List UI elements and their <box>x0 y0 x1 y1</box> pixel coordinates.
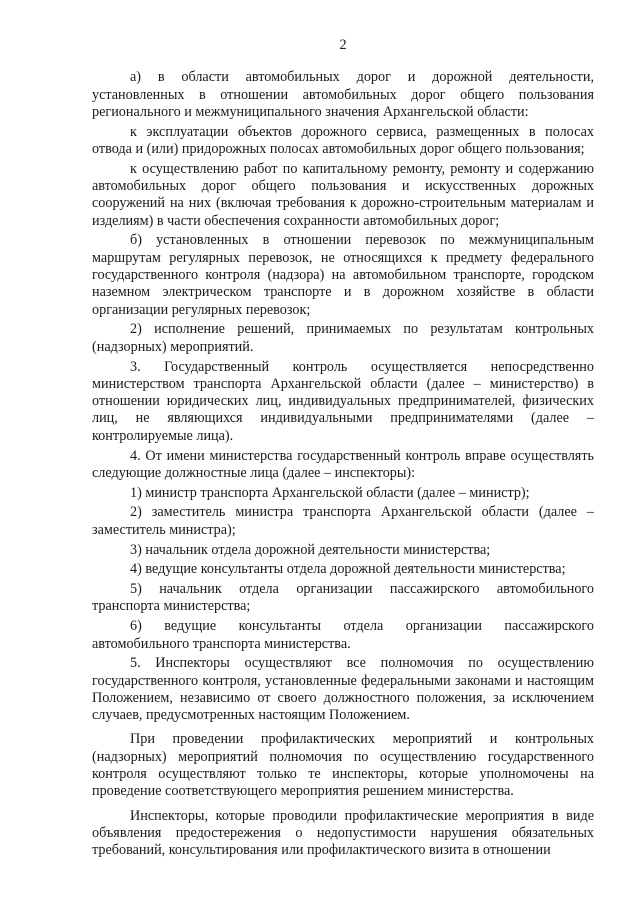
paragraph-item-5: 5. Инспекторы осуществляют все полномочия по осуществлению государственного контроля, установленные федеральными законами и настоящим Положением, независимо от своего должностного положения, за исключением случаев, предусмотренных настоящим Положением. <box>92 655 594 724</box>
paragraph-road-service: к эксплуатации объектов дорожного сервиса, размещенных в полосах отвода и (или) придорожных полосах автомобильных дорог общего пользования; <box>92 123 594 157</box>
list-item-minister: 1) министр транспорта Архангельской области (далее – министр); <box>130 484 530 501</box>
paragraph-decisions: 2) исполнение решений, принимаемых по результатам контрольных (надзорных) мероприятий. <box>92 321 594 355</box>
paragraph-item-4: 4. От имени министерства государственный контроль вправе осуществлять следующие должностные лица (далее – инспекторы): <box>92 447 594 481</box>
paragraph-item-3: 3. Государственный контроль осуществляется непосредственно министерством транспорта Архангельской области (далее – министерство) в отношении юридических лиц, индивидуальных предпринимателей, физических лиц, не являющихся индивидуальными предпринимателями (далее – контролируемые лица). <box>92 358 594 444</box>
document-page <box>92 37 594 862</box>
paragraph-road-repair: к осуществлению работ по капитальному ремонту, ремонту и содержанию автомобильных дорог общего пользования и искусственных дорожных сооружений на них (включая требования к дорожно-строительным материалам и изделиям) в части обеспечения сохранности автомобильных дорог; <box>92 160 594 229</box>
paragraph-road-activity: а) в области автомобильных дорог и дорожной деятельности, установленных в отношении автомобильных дорог общего пользования регионального и межмуниципального значения Архангельской области: <box>92 69 594 120</box>
list-item-deputy-minister: 2) заместитель министра транспорта Архангельской области (далее – заместитель министра); <box>92 504 594 538</box>
list-item-road-dept-consultants: 4) ведущие консультанты отдела дорожной деятельности министерства; <box>130 561 566 578</box>
list-item-road-dept-head: 3) начальник отдела дорожной деятельности министерства; <box>130 541 491 558</box>
list-item-transport-dept-head: 5) начальник отдела организации пассажирского автомобильного транспорта министерства; <box>92 581 594 615</box>
list-item-transport-dept-consultants: 6) ведущие консультанты отдела организации пассажирского автомобильного транспорта министерства. <box>92 618 594 652</box>
paragraph-preventive-inspectors: Инспекторы, которые проводили профилактические мероприятия в виде объявления предостережения о недопустимости нарушения обязательных требований, консультирования или профилактического визита в отношении <box>92 807 594 859</box>
page-number: 2 <box>339 37 347 53</box>
paragraph-transport-routes: б) установленных в отношении перевозок по межмуниципальным маршрутам регулярных перевозок, не относящихся к предмету федерального государственного контроля (надзора) на автомобильном транспорте, городском наземном электрическом транспорте и в дорожном хозяйстве в области организации регулярных перевозок; <box>92 232 594 318</box>
paragraph-authorized-inspectors: При проведении профилактических мероприятий и контрольных (надзорных) мероприятий полномочия по осуществлению государственного контроля осуществляют только те инспекторы, которые уполномочены на проведение соответствующего мероприятия решением министерства. <box>92 731 594 800</box>
